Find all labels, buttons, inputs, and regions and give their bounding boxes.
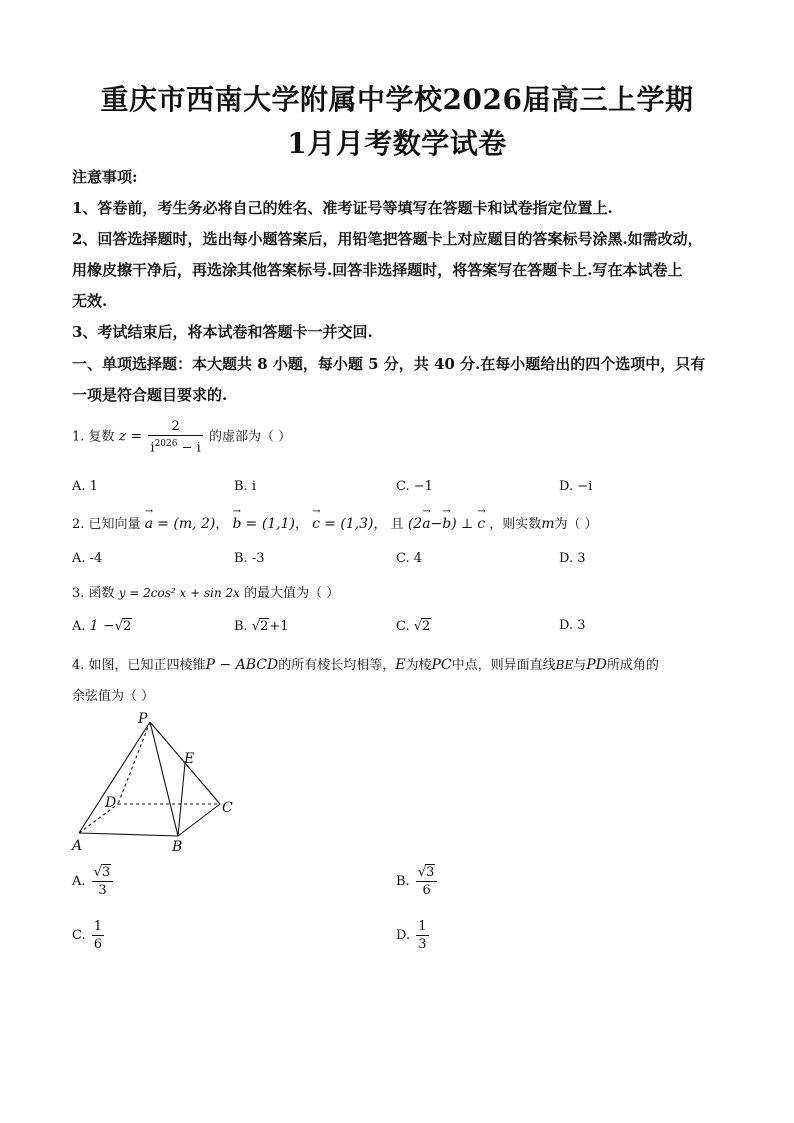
question-suffix: 的最大值为（ ） [244, 586, 340, 601]
pyramid-label: P − ABCD [205, 657, 279, 673]
option-label: D. [396, 928, 411, 943]
option-c-fraction [92, 918, 104, 953]
edge-pc: PC [431, 657, 452, 673]
option-b [396, 864, 439, 899]
option-a-radicand: 2 [123, 619, 132, 634]
question-number: 1. [72, 429, 85, 445]
option-c-radicand: 2 [422, 619, 431, 634]
option-label: B. [396, 874, 410, 889]
condition-open: (2 [407, 516, 423, 532]
option-label: C. [396, 619, 410, 634]
point-e: E [395, 657, 406, 673]
option-a-pre: 1 − [89, 618, 115, 634]
option-a-num-radicand: 3 [101, 865, 111, 880]
option-d-fraction [416, 918, 428, 953]
edge-pd [118, 722, 150, 804]
option-c: C. 4 [396, 551, 423, 566]
option-a: A. 1 [72, 479, 98, 494]
section-heading-line2: 一项是符合题目要求的. [72, 386, 228, 404]
question-text: 函数 [88, 586, 115, 601]
q1-z-lhs: z = [118, 428, 143, 445]
edge-ab [79, 833, 178, 836]
label-c: C [222, 800, 233, 816]
option-label: A. [72, 874, 86, 889]
exam-title-line1: 重庆市西南大学附属中学校2026届高三上学期 [100, 83, 694, 116]
label-a: A [72, 838, 83, 854]
option-label: A. [72, 619, 86, 634]
option-a [72, 864, 115, 899]
question-suffix: 的虚部为（ ） [208, 429, 292, 445]
question-text-6: 所成角的 [606, 658, 659, 673]
option-b-denominator: 6 [422, 883, 431, 898]
question-number: 4. [72, 658, 85, 673]
option-b-num-radicand: 3 [426, 865, 435, 880]
option-d [396, 918, 431, 953]
option-d: D. −i [559, 479, 593, 494]
label-e: E [184, 751, 195, 767]
vector-a: → a [145, 516, 153, 532]
q1-numerator: 2 [148, 418, 202, 436]
q1-formula [119, 418, 205, 456]
exam-title-line2: 1月月考数学试卷 [287, 127, 507, 160]
option-d: D. 3 [559, 551, 586, 566]
label-b: B [172, 839, 183, 855]
option-b: B. √2+1 [234, 619, 289, 634]
q1-den-exp: 2026 [154, 439, 178, 449]
label-d: D [105, 795, 117, 811]
line-pd: PD [586, 657, 607, 673]
vector-c-def: = (1,3) [324, 516, 374, 532]
question-4 [72, 654, 659, 673]
question-text: 已知向量 [88, 517, 141, 532]
option-d-numerator: 1 [418, 919, 427, 934]
condition-vector-b: → b [442, 516, 451, 532]
option-a-fraction: $\frac{√3}{3}$ [92, 864, 114, 899]
segment-be [178, 763, 185, 836]
q1-denominator [148, 436, 202, 456]
option-c-denominator: 6 [93, 937, 103, 952]
edge-bc [178, 804, 220, 836]
label-p: P [138, 711, 148, 727]
notice-item-2-line2: 用橡皮擦干净后，再选涂其他答案标号.回答非选择题时，将答案写在答题卡上.写在本试卷上 [72, 261, 683, 279]
q3-formula: y = 2cos² x + sin 2x [118, 586, 240, 600]
option-a-denominator: 3 [98, 883, 107, 898]
question-4-line2: 余弦值为（ ） [72, 689, 155, 704]
notice-item-3: 3、考试结束后，将本试卷和答题卡一并交回. [72, 323, 373, 341]
question-text-5: 与 [573, 658, 587, 673]
question-text: 如图，已知正四棱锥 [88, 658, 206, 673]
question-number: 3. [72, 586, 85, 601]
question-1 [72, 418, 291, 456]
option-b-radicand: 2 [260, 619, 269, 634]
question-text-3: 为棱 [405, 658, 432, 673]
line-be: BE [555, 658, 574, 672]
option-label: C. [72, 928, 86, 943]
option-c: C. −1 [396, 479, 433, 494]
q1-den-base: i [150, 440, 155, 456]
notice-item-2-line1: 2、回答选择题时，选出每小题答案后，用铅笔把答题卡上对应题目的答案标号涂黑.如需改动， [72, 230, 703, 248]
question-text-4: 中点，则异面直线 [451, 658, 556, 673]
question-number: 2. [72, 517, 85, 532]
notice-item-2-line3: 无效. [72, 292, 108, 310]
vector-b-def: = (1,1) [245, 516, 296, 532]
option-a: A. -4 [72, 551, 103, 566]
vector-b: → b [233, 516, 242, 532]
perp-symbol: ⊥ [460, 517, 474, 532]
pyramid-figure [70, 708, 240, 856]
vector-c: → c [312, 516, 320, 532]
condition-vector-a: → a [422, 516, 430, 532]
variable-m: m [541, 516, 555, 532]
option-a: A. 1 −√2 [72, 618, 132, 634]
question-suffix-2: 为（ ） [554, 517, 598, 532]
condition-close: ) [451, 516, 457, 532]
option-d: D. 3 [559, 618, 586, 633]
q1-fraction [148, 418, 202, 456]
option-c [72, 918, 106, 953]
condition-minus: − [430, 516, 443, 532]
question-text-2: 的所有棱长均相等， [278, 658, 396, 673]
option-b-fraction: $\frac{√3}{6}$ [416, 864, 438, 899]
notice-item-1: 1、答卷前，考生务必将自己的姓名、准考证号等填写在答题卡和试卷指定位置上. [72, 199, 613, 217]
option-d-denominator: 3 [418, 937, 427, 952]
option-b: B. -3 [234, 551, 265, 566]
option-label: B. [234, 619, 248, 634]
option-c: C. √2 [396, 619, 431, 634]
vector-a-def: = (m, 2) [157, 516, 216, 532]
edge-pa [79, 722, 150, 833]
option-b-post: +1 [269, 619, 289, 634]
question-text: 复数 [88, 429, 115, 445]
notice-heading: 注意事项: [72, 168, 138, 186]
q1-den-tail: − i [181, 440, 201, 456]
question-suffix: ，则实数 [489, 517, 542, 532]
option-b: B. i [234, 479, 256, 494]
question-3 [72, 582, 339, 601]
question-2: 2. 已知向量 → a = (m, 2)， → b = (1,1)， → c = (1,3)， 且 (2→ a−→ b) ⊥ → c ，则实数m为（ ） [72, 513, 598, 532]
option-c-numerator: 1 [93, 919, 103, 934]
condition-prefix: 且 [390, 517, 404, 532]
section-heading-line1: 一、单项选择题：本大题共 8 小题，每小题 5 分，共 40 分.在每小题给出的四个选项中，只有 [72, 355, 706, 373]
condition-vector-c: → c [477, 516, 485, 532]
